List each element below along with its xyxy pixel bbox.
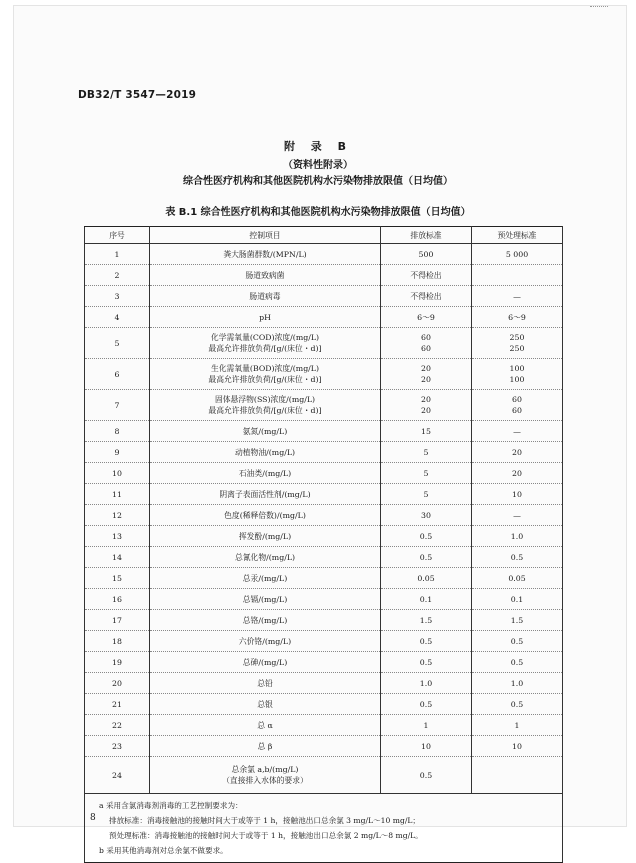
pretreat-limit	[472, 463, 563, 484]
table-row	[85, 547, 563, 568]
control-item-line: pH	[259, 312, 271, 322]
discharge-limit	[381, 421, 472, 442]
discharge-limit	[381, 390, 472, 421]
discharge-limit-line: 20	[421, 395, 431, 404]
pretreat-limit-line: 1.0	[510, 531, 524, 541]
control-item-line: 总铅	[257, 678, 273, 688]
table-row	[85, 442, 563, 463]
discharge-limit-line: 20	[421, 364, 431, 373]
table-row	[85, 505, 563, 526]
pretreat-limit-line: 1.5	[510, 615, 524, 625]
pretreat-limit-line: 60	[512, 395, 522, 404]
header-pretreat: 预处理标准	[472, 227, 563, 244]
row-number: 6	[85, 359, 150, 390]
table-row	[85, 673, 563, 694]
header-no: 序号	[85, 227, 150, 244]
discharge-limit-line: 0.5	[419, 770, 433, 780]
discharge-limit-line: 0.5	[419, 552, 433, 562]
control-item	[150, 526, 381, 547]
discharge-limit	[381, 547, 472, 568]
row-number: 22	[85, 715, 150, 736]
table-footnotes	[85, 794, 563, 863]
pretreat-limit-line: 0.5	[510, 699, 524, 709]
pretreat-limit	[472, 390, 563, 421]
discharge-limit-line: 1.5	[419, 615, 433, 625]
control-item	[150, 265, 381, 286]
table-row	[85, 589, 563, 610]
pretreat-limit-line: —	[513, 291, 521, 301]
control-item	[150, 652, 381, 673]
control-item	[150, 631, 381, 652]
discharge-limit-line: 0.5	[419, 657, 433, 667]
discharge-limit	[381, 694, 472, 715]
discharge-limit-line: 30	[421, 510, 431, 520]
pretreat-limit-line: 20	[512, 468, 522, 478]
discharge-limit-line: 不得检出	[410, 270, 442, 280]
control-item	[150, 736, 381, 757]
control-item	[150, 757, 381, 794]
footnote-line: b 采用其他消毒剂对总余氯不做要求。	[99, 846, 228, 855]
row-number: 15	[85, 568, 150, 589]
row-number: 20	[85, 673, 150, 694]
appendix-title: 附 录 B	[283, 140, 353, 153]
control-item-line: 挥发酚/(mg/L)	[238, 531, 292, 541]
table-row	[85, 652, 563, 673]
discharge-limit-line: 20	[421, 406, 431, 415]
table-row	[85, 568, 563, 589]
pretreat-limit	[472, 505, 563, 526]
control-item-line: 动植物油/(mg/L)	[234, 447, 296, 457]
row-number: 14	[85, 547, 150, 568]
pretreat-limit	[472, 715, 563, 736]
discharge-limit	[381, 265, 472, 286]
discharge-limit	[381, 526, 472, 547]
row-number: 17	[85, 610, 150, 631]
discharge-limit-line: 60	[421, 333, 431, 342]
discharge-limit	[381, 328, 472, 359]
table-row	[85, 484, 563, 505]
discharge-limit	[381, 307, 472, 328]
page-number: 8	[90, 813, 96, 823]
control-item	[150, 484, 381, 505]
pretreat-limit-line: 10	[512, 489, 522, 499]
pretreat-limit	[472, 694, 563, 715]
discharge-limit-line: 0.5	[419, 699, 433, 709]
table-row	[85, 359, 563, 390]
discharge-limit-line: 1	[423, 720, 429, 730]
row-number: 10	[85, 463, 150, 484]
pretreat-limit-line: 10	[512, 741, 522, 751]
discharge-limit-line: 5	[423, 489, 429, 499]
pretreat-limit-line: 5 000	[505, 249, 529, 259]
control-item	[150, 328, 381, 359]
pretreat-limit-line: 100	[509, 364, 525, 373]
table-row	[85, 307, 563, 328]
appendix-heading: 综合性医疗机构和其他医院机构水污染物排放限值（日均值）	[183, 176, 453, 187]
discharge-limit	[381, 652, 472, 673]
pretreat-limit-line: —	[513, 510, 521, 520]
row-number: 12	[85, 505, 150, 526]
control-item-line: 肠道致病菌	[245, 270, 285, 280]
discharge-limit	[381, 589, 472, 610]
discharge-limit	[381, 505, 472, 526]
control-item	[150, 673, 381, 694]
control-item	[150, 505, 381, 526]
table-row	[85, 694, 563, 715]
pretreat-limit	[472, 568, 563, 589]
pretreat-limit-line: 6～9	[508, 312, 526, 322]
discharge-limit	[381, 757, 472, 794]
limits-table	[84, 226, 563, 863]
discharge-limit-line: 5	[423, 468, 429, 478]
control-item	[150, 589, 381, 610]
pretreat-limit-line: 250	[509, 333, 525, 342]
control-item-line: 化学需氧量(COD)浓度/(mg/L)	[210, 333, 320, 342]
row-number: 11	[85, 484, 150, 505]
control-item	[150, 390, 381, 421]
control-item-line: 最高允许排放负荷/[g/(床位・d)]	[208, 406, 322, 415]
table-row	[85, 757, 563, 794]
control-item	[150, 694, 381, 715]
discharge-limit	[381, 673, 472, 694]
discharge-limit-line: 1.0	[419, 678, 433, 688]
control-item-line: 总砷/(mg/L)	[242, 657, 288, 667]
discharge-limit	[381, 359, 472, 390]
pretreat-limit-line: 100	[509, 375, 525, 384]
row-number: 8	[85, 421, 150, 442]
discharge-limit-line: 6～9	[417, 312, 435, 322]
control-item-line: 总铬/(mg/L)	[242, 615, 288, 625]
control-item-line: 总 α	[257, 720, 273, 730]
control-item-line: 色度(稀释倍数)/(mg/L)	[224, 510, 306, 520]
control-item-line: 总汞/(mg/L)	[242, 573, 288, 583]
discharge-limit-line: 0.1	[419, 594, 433, 604]
control-item-line: 肠道病毒	[249, 291, 281, 301]
pretreat-limit	[472, 736, 563, 757]
control-item-line: 总银	[257, 699, 273, 709]
row-number: 5	[85, 328, 150, 359]
header-discharge: 排放标准	[381, 227, 472, 244]
pretreat-limit-line: 20	[512, 447, 522, 457]
row-number: 16	[85, 589, 150, 610]
table-header-row	[85, 227, 563, 244]
pretreat-limit-line: —	[513, 426, 521, 436]
discharge-limit-line: 0.5	[419, 531, 433, 541]
pretreat-limit	[472, 610, 563, 631]
pretreat-limit	[472, 359, 563, 390]
control-item-line: 氨氮/(mg/L)	[242, 426, 288, 436]
control-item-line: 粪大肠菌群数/(MPN/L)	[223, 249, 307, 259]
discharge-limit	[381, 484, 472, 505]
control-item-line: 总氰化物/(mg/L)	[234, 552, 296, 562]
control-item	[150, 286, 381, 307]
discharge-limit	[381, 631, 472, 652]
pretreat-limit-line: 0.5	[510, 552, 524, 562]
pretreat-limit	[472, 307, 563, 328]
control-item	[150, 610, 381, 631]
footnote-row	[85, 794, 563, 863]
control-item-line: 总镉/(mg/L)	[242, 594, 288, 604]
pretreat-limit	[472, 526, 563, 547]
pretreat-limit	[472, 673, 563, 694]
row-number: 21	[85, 694, 150, 715]
discharge-limit	[381, 442, 472, 463]
table-row	[85, 421, 563, 442]
table-row	[85, 526, 563, 547]
control-item-line: 生化需氧量(BOD)浓度/(mg/L)	[210, 364, 320, 373]
row-number: 18	[85, 631, 150, 652]
control-item	[150, 442, 381, 463]
pretreat-limit-line: 0.5	[510, 657, 524, 667]
discharge-limit-line: 500	[418, 249, 434, 259]
table-row	[85, 286, 563, 307]
appendix-type: （资料性附录）	[283, 160, 353, 171]
pretreat-limit	[472, 484, 563, 505]
table-row	[85, 610, 563, 631]
control-item	[150, 568, 381, 589]
discharge-limit-line: 不得检出	[410, 291, 442, 301]
pretreat-limit	[472, 265, 563, 286]
control-item-line: 石油类/(mg/L)	[238, 468, 292, 478]
control-item	[150, 463, 381, 484]
pretreat-limit	[472, 547, 563, 568]
control-item	[150, 307, 381, 328]
discharge-limit	[381, 715, 472, 736]
control-item-line: 六价铬/(mg/L)	[238, 636, 292, 646]
pretreat-limit	[472, 328, 563, 359]
footnote-line: 预处理标准：消毒接触池的接触时间大于或等于 1 h，接触池出口总余氯 2 mg/L～8 mg/L。	[109, 831, 423, 840]
pretreat-limit-line: 0.05	[508, 573, 526, 583]
table-body	[85, 244, 563, 863]
discharge-limit-line: 60	[421, 344, 431, 353]
control-item	[150, 244, 381, 265]
pretreat-limit-line: 60	[512, 406, 522, 415]
row-number: 3	[85, 286, 150, 307]
row-number: 24	[85, 757, 150, 794]
control-item-line: 总 β	[257, 741, 273, 751]
control-item-line: 最高允许排放负荷/[g/(床位・d)]	[208, 375, 322, 384]
discharge-limit	[381, 463, 472, 484]
discharge-limit-line: 15	[421, 426, 431, 436]
pretreat-limit	[472, 244, 563, 265]
row-number: 13	[85, 526, 150, 547]
discharge-limit-line: 0.05	[417, 573, 435, 583]
table-row	[85, 328, 563, 359]
pretreat-limit-line: 0.5	[510, 636, 524, 646]
pretreat-limit-line: 250	[509, 344, 525, 353]
control-item-line: 最高允许排放负荷/[g/(床位・d)]	[208, 344, 322, 353]
footnote-line: a 采用含氯消毒剂消毒的工艺控制要求为：	[99, 801, 243, 810]
standard-code: DB32/T 3547—2019	[78, 89, 197, 101]
table-row	[85, 244, 563, 265]
control-item-line: （直接排入水体的要求）	[222, 776, 308, 785]
table-row	[85, 390, 563, 421]
header-item: 控制项目	[150, 227, 381, 244]
pretreat-limit	[472, 652, 563, 673]
pretreat-limit-line: 1.0	[510, 678, 524, 688]
row-number: 9	[85, 442, 150, 463]
control-item	[150, 359, 381, 390]
discharge-limit-line: 5	[423, 447, 429, 457]
corner-mark	[590, 6, 608, 13]
control-item-line: 固体悬浮物(SS)浓度/(mg/L)	[214, 395, 316, 404]
table-row	[85, 463, 563, 484]
discharge-limit-line: 20	[421, 375, 431, 384]
pretreat-limit	[472, 442, 563, 463]
discharge-limit	[381, 286, 472, 307]
row-number: 1	[85, 244, 150, 265]
table-row	[85, 265, 563, 286]
table-row	[85, 736, 563, 757]
row-number: 19	[85, 652, 150, 673]
table-caption: 表 B.1 综合性医疗机构和其他医院机构水污染物排放限值（日均值）	[165, 207, 471, 218]
row-number: 4	[85, 307, 150, 328]
discharge-limit	[381, 568, 472, 589]
control-item-line: 阴离子表面活性剂/(mg/L)	[219, 489, 311, 499]
discharge-limit-line: 10	[421, 741, 431, 751]
table-row	[85, 715, 563, 736]
discharge-limit	[381, 610, 472, 631]
control-item	[150, 421, 381, 442]
discharge-limit-line: 0.5	[419, 636, 433, 646]
table-row	[85, 631, 563, 652]
pretreat-limit	[472, 589, 563, 610]
pretreat-limit-line: 1	[514, 720, 520, 730]
footnote-line: 排放标准：消毒接触池的接触时间大于或等于 1 h，接触池出口总余氯 3 mg/L～10 mg/L；	[109, 816, 421, 825]
pretreat-limit	[472, 757, 563, 794]
control-item-line: 总余氯 a,b/(mg/L)	[231, 765, 299, 774]
row-number: 2	[85, 265, 150, 286]
pretreat-limit	[472, 286, 563, 307]
pretreat-limit	[472, 631, 563, 652]
discharge-limit	[381, 736, 472, 757]
discharge-limit	[381, 244, 472, 265]
control-item	[150, 715, 381, 736]
row-number: 7	[85, 390, 150, 421]
pretreat-limit-line: 0.1	[510, 594, 524, 604]
row-number: 23	[85, 736, 150, 757]
pretreat-limit	[472, 421, 563, 442]
control-item	[150, 547, 381, 568]
